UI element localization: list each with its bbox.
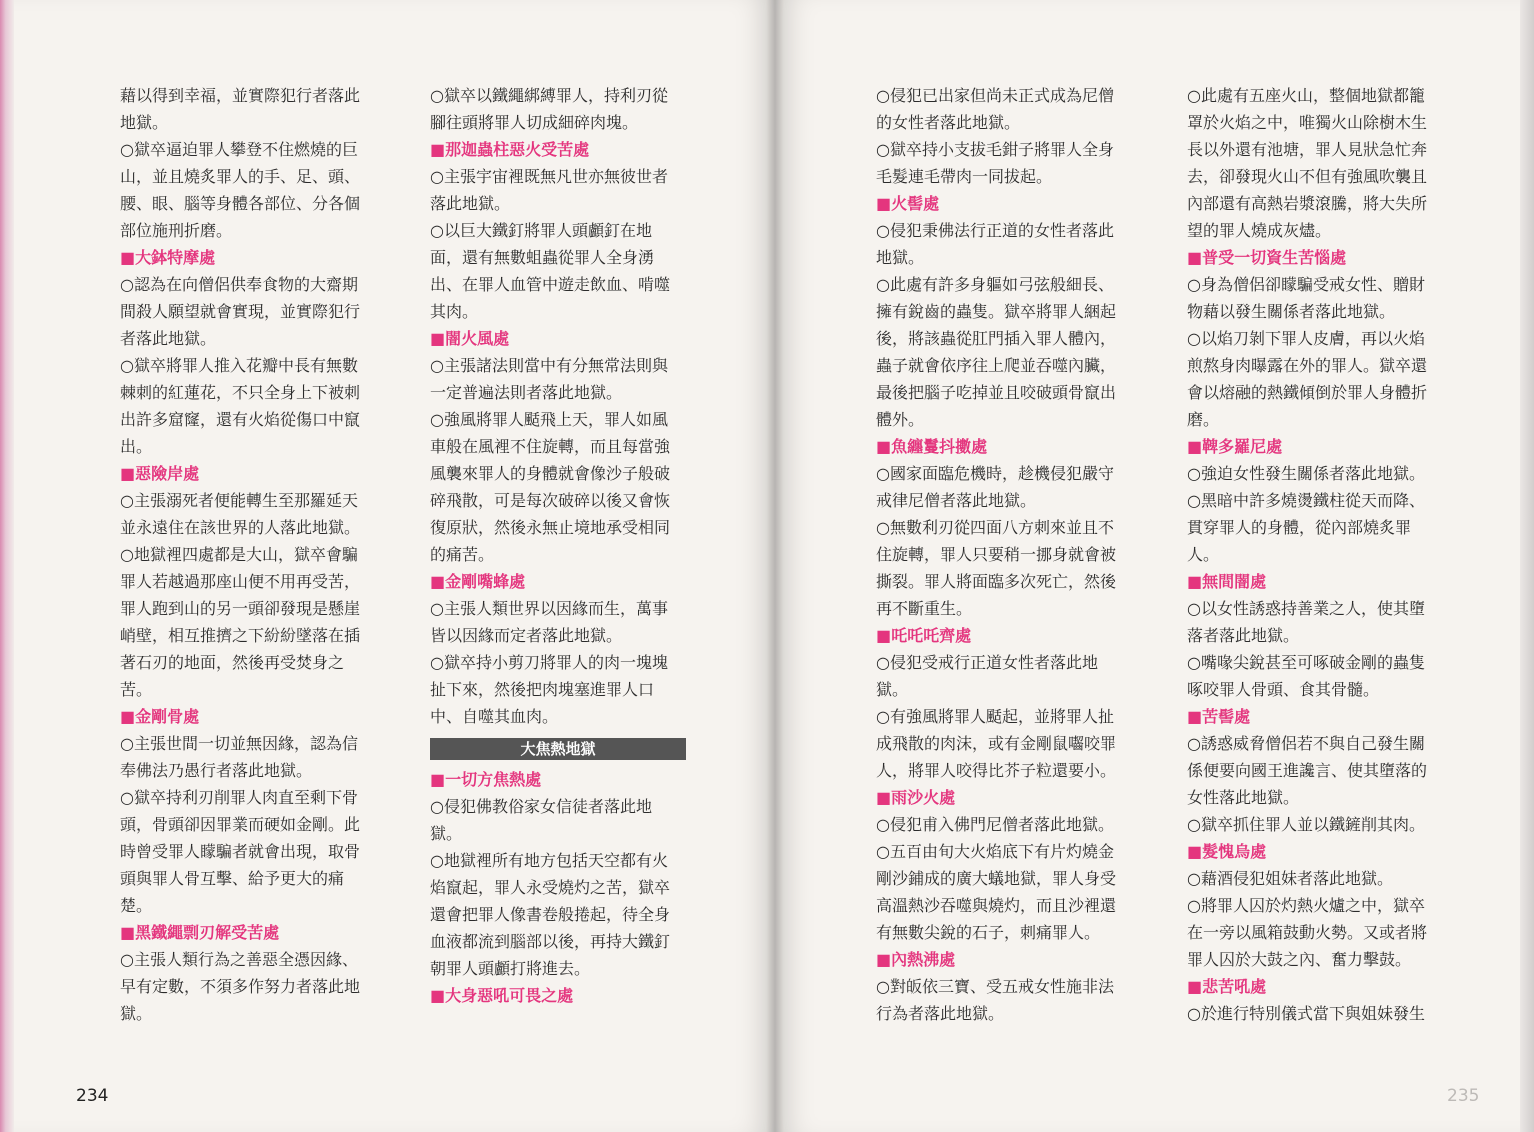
text-line: 獄。 bbox=[120, 1004, 153, 1023]
text-line: 頭，骨頭卻因罪業而硬如金剛。此 bbox=[120, 815, 361, 834]
text-line: 啄咬罪人骨頭、食其骨髓。 bbox=[1187, 680, 1380, 699]
text-line: ○主張世間一切並無因緣，認為信 bbox=[120, 734, 358, 753]
text-line: ○主張宇宙裡既無凡世亦無彼世者 bbox=[430, 167, 668, 186]
text-line: ○有強風將罪人颳起，並將罪人扯 bbox=[876, 707, 1114, 726]
text-line: 腳往頭將罪人切成細碎肉塊。 bbox=[430, 113, 639, 132]
text-line: ○國家面臨危機時，趁機侵犯嚴守 bbox=[876, 464, 1114, 483]
book-edge-left bbox=[0, 0, 14, 1132]
text-line: ○對皈依三寶、受五戒女性施非法 bbox=[876, 977, 1114, 996]
text-line: 人。 bbox=[1187, 545, 1220, 564]
text-line: ○侵犯佛教俗家女信徒者落此地 bbox=[430, 797, 652, 816]
left-page-column-2-top bbox=[430, 82, 686, 730]
text-line: ○獄卒以鐵繩綁縛罪人，持利刃從 bbox=[430, 86, 668, 105]
section-heading: ■鞞多羅尼處 bbox=[1187, 437, 1283, 456]
text-line: ○此處有許多身軀如弓弦般細長、 bbox=[876, 275, 1114, 294]
text-line: ○主張諸法則當中有分無常法則與 bbox=[430, 356, 668, 375]
section-heading: ■那迦蟲柱惡火受苦處 bbox=[430, 140, 590, 159]
text-line: 者落此地獄。 bbox=[120, 329, 217, 348]
text-line: 獄。 bbox=[876, 680, 909, 699]
text-line: ○主張人類世界以因緣而生，萬事 bbox=[430, 599, 668, 618]
section-heading: ■惡險岸處 bbox=[120, 464, 200, 483]
text-line: 一定普遍法則者落此地獄。 bbox=[430, 383, 623, 402]
text-line: 復原狀，然後永無止境地承受相同 bbox=[430, 518, 671, 537]
text-line: 風襲來罪人的身體就會像沙子般破 bbox=[430, 464, 671, 483]
text-line: ○強風將罪人颳飛上天，罪人如風 bbox=[430, 410, 668, 429]
text-line: 罩於火焰之中，唯獨火山除樹木生 bbox=[1187, 113, 1428, 132]
text-line: 時曾受罪人矇騙者就會出現，取骨 bbox=[120, 842, 361, 861]
section-heading: ■黑鐵繩剽刃解受苦處 bbox=[120, 923, 280, 942]
text-line: ○地獄裡四處都是大山，獄卒會騙 bbox=[120, 545, 358, 564]
text-line: 著石刃的地面，然後再受焚身之 bbox=[120, 653, 345, 672]
text-line: ○誘惑威脅僧侶若不與自己發生關 bbox=[1187, 734, 1425, 753]
text-line: ○藉酒侵犯姐妹者落此地獄。 bbox=[1187, 869, 1393, 888]
text-line: 面，還有無數蛆蟲從罪人全身湧 bbox=[430, 248, 655, 267]
section-heading: ■無間闇處 bbox=[1187, 572, 1267, 591]
text-line: ○獄卒持小支拔毛鉗子將罪人全身 bbox=[876, 140, 1114, 159]
text-line: 皆以因緣而定者落此地獄。 bbox=[430, 626, 623, 645]
text-line: 住旋轉，罪人只要稍一挪身就會被 bbox=[876, 545, 1117, 564]
text-line: 撕裂。罪人將面臨多次死亡，然後 bbox=[876, 572, 1117, 591]
left-page-column-2-bottom bbox=[430, 766, 686, 1009]
text-line: ○身為僧侶卻矇騙受戒女性、贈財 bbox=[1187, 275, 1425, 294]
text-line: ○侵犯受戒行正道女性者落此地 bbox=[876, 653, 1098, 672]
text-line: 早有定數，不須多作努力者落此地 bbox=[120, 977, 361, 996]
text-line: ○獄卒抓住罪人並以鐵鏟削其肉。 bbox=[1187, 815, 1425, 834]
section-heading: ■闇火風處 bbox=[430, 329, 510, 348]
section-heading: ■內熱沸處 bbox=[876, 950, 956, 969]
text-line: 人，將罪人咬得比芥子粒還要小。 bbox=[876, 761, 1117, 780]
text-line: ○黑暗中許多燒燙鐵柱從天而降、 bbox=[1187, 491, 1425, 510]
text-line: 出許多窟窿，還有火焰從傷口中竄 bbox=[120, 410, 361, 429]
text-line: ○嘴喙尖銳甚至可啄破金剛的蟲隻 bbox=[1187, 653, 1425, 672]
text-line: ○無數利刃從四面八方刺來並且不 bbox=[876, 518, 1114, 537]
text-line: 的女性者落此地獄。 bbox=[876, 113, 1021, 132]
text-line: 地獄。 bbox=[120, 113, 169, 132]
text-line: 腰、眼、腦等身體各部位、分各個 bbox=[120, 194, 361, 213]
text-line: ○獄卒持利刃削罪人肉直至剩下骨 bbox=[120, 788, 358, 807]
text-line: 係便要向國王進讒言、使其墮落的 bbox=[1187, 761, 1428, 780]
text-line: 朝罪人頭顱打將進去。 bbox=[430, 959, 591, 978]
text-line: ○侵犯已出家但尚未正式成為尼僧 bbox=[876, 86, 1114, 105]
text-line: 藉以得到幸福，並實際犯行者落此 bbox=[120, 86, 361, 105]
text-line: 焰竄起，罪人永受燒灼之苦，獄卒 bbox=[430, 878, 671, 897]
text-line: ○獄卒持小剪刀將罪人的肉一塊塊 bbox=[430, 653, 668, 672]
section-heading: ■一切方焦熱處 bbox=[430, 770, 542, 789]
text-line: 落者落此地獄。 bbox=[1187, 626, 1300, 645]
section-heading: ■大身惡吼可畏之處 bbox=[430, 986, 574, 1005]
text-line: 還會把罪人像書卷般捲起，待全身 bbox=[430, 905, 671, 924]
text-line: 去，卻發現火山不但有強風吹襲且 bbox=[1187, 167, 1428, 186]
left-page-column-1 bbox=[120, 82, 376, 1027]
text-line: 苦。 bbox=[120, 680, 153, 699]
text-line: 望的罪人燒成灰燼。 bbox=[1187, 221, 1332, 240]
text-line: 罪人囚於大鼓之內、奮力擊鼓。 bbox=[1187, 950, 1412, 969]
section-heading: ■雨沙火處 bbox=[876, 788, 956, 807]
text-line: 體外。 bbox=[876, 410, 925, 429]
text-line: 剛沙鋪成的廣大蟻地獄，罪人身受 bbox=[876, 869, 1117, 888]
text-line: 磨。 bbox=[1187, 410, 1220, 429]
text-line: ○將罪人囚於灼熱火爐之中，獄卒 bbox=[1187, 896, 1425, 915]
text-line: 行為者落此地獄。 bbox=[876, 1004, 1005, 1023]
text-line: 血液都流到腦部以後，再持大鐵釘 bbox=[430, 932, 671, 951]
text-line: 獄。 bbox=[430, 824, 463, 843]
text-line: 車般在風裡不住旋轉，而且每當強 bbox=[430, 437, 671, 456]
section-heading: ■火髻處 bbox=[876, 194, 940, 213]
text-line: 的痛苦。 bbox=[430, 545, 495, 564]
text-line: 棘刺的紅蓮花，不只全身上下被刺 bbox=[120, 383, 361, 402]
text-line: 女性落此地獄。 bbox=[1187, 788, 1300, 807]
text-line: 峭壁，相互推擠之下紛紛墜落在插 bbox=[120, 626, 361, 645]
text-line: 內部還有高熱岩漿滾騰，將大失所 bbox=[1187, 194, 1428, 213]
text-line: 後，將該蟲從肛門插入罪人體內， bbox=[876, 329, 1117, 348]
text-line: 山，並且燒炙罪人的手、足、頭、 bbox=[120, 167, 361, 186]
text-line: ○獄卒將罪人推入花瓣中長有無數 bbox=[120, 356, 358, 375]
text-line: 會以熔融的熱鐵傾倒於罪人身體折 bbox=[1187, 383, 1428, 402]
book-edge-right bbox=[1520, 0, 1534, 1132]
text-line: ○地獄裡所有地方包括天空都有火 bbox=[430, 851, 668, 870]
text-line: 出、在罪人血管中遊走飲血、啃噬 bbox=[430, 275, 671, 294]
text-line: 落此地獄。 bbox=[430, 194, 511, 213]
text-line: 成飛散的肉沫，或有金剛鼠囓咬罪 bbox=[876, 734, 1117, 753]
text-line: 扯下來，然後把肉塊塞進罪人口 bbox=[430, 680, 655, 699]
text-line: ○主張溺死者便能轉生至那羅延天 bbox=[120, 491, 358, 510]
section-banner: 大焦熱地獄 bbox=[430, 738, 686, 760]
text-line: ○獄卒逼迫罪人攀登不住燃燒的巨 bbox=[120, 140, 358, 159]
right-page-column-2 bbox=[1187, 82, 1443, 1027]
section-heading: ■苦髻處 bbox=[1187, 707, 1251, 726]
text-line: ○於進行特別儀式當下與姐妹發生 bbox=[1187, 1004, 1425, 1023]
text-line: ○以巨大鐵釘將罪人頭顱釘在地 bbox=[430, 221, 652, 240]
text-line: 高溫熱沙吞噬與燒灼，而且沙裡還 bbox=[876, 896, 1117, 915]
left-page bbox=[14, 0, 775, 1132]
section-heading: ■普受一切資生苦惱處 bbox=[1187, 248, 1347, 267]
text-line: 奉佛法乃愚行者落此地獄。 bbox=[120, 761, 313, 780]
text-line: 出。 bbox=[120, 437, 153, 456]
text-line: 地獄。 bbox=[876, 248, 925, 267]
section-heading: ■大鉢特摩處 bbox=[120, 248, 216, 267]
page-number-right: 235 bbox=[1447, 1086, 1480, 1106]
text-line: 最後把腦子吃掉並且咬破頭骨竄出 bbox=[876, 383, 1117, 402]
right-page-column-1 bbox=[876, 82, 1132, 1027]
text-line: ○強迫女性發生關係者落此地獄。 bbox=[1187, 464, 1425, 483]
text-line: 長以外還有池塘，罪人見狀急忙奔 bbox=[1187, 140, 1428, 159]
text-line: ○五百由旬大火焰底下有片灼燒金 bbox=[876, 842, 1114, 861]
book-gutter bbox=[766, 0, 784, 1132]
text-line: 有無數尖銳的石子，刺痛罪人。 bbox=[876, 923, 1101, 942]
section-heading: ■髮愧烏處 bbox=[1187, 842, 1267, 861]
text-line: 毛髮連毛帶肉一同拔起。 bbox=[876, 167, 1053, 186]
text-line: 罪人跑到山的另一頭卻發現是懸崖 bbox=[120, 599, 361, 618]
text-line: 物藉以發生關係者落此地獄。 bbox=[1187, 302, 1396, 321]
text-line: 中、自噬其血肉。 bbox=[430, 707, 559, 726]
text-line: ○以女性誘惑持善業之人，使其墮 bbox=[1187, 599, 1425, 618]
text-line: 碎飛散，可是每次破碎以後又會恢 bbox=[430, 491, 671, 510]
right-page bbox=[775, 0, 1520, 1132]
text-line: 再不斷重生。 bbox=[876, 599, 973, 618]
text-line: ○侵犯甫入佛門尼僧者落此地獄。 bbox=[876, 815, 1114, 834]
text-line: 擁有銳齒的蟲隻。獄卒將罪人綑起 bbox=[876, 302, 1117, 321]
section-heading: ■吒吒吒齊處 bbox=[876, 626, 972, 645]
text-line: 頭與罪人骨互擊、給予更大的痛 bbox=[120, 869, 345, 888]
text-line: 其肉。 bbox=[430, 302, 479, 321]
text-line: 蟲子就會依序往上爬並吞噬內臟， bbox=[876, 356, 1117, 375]
text-line: 並永遠住在該世界的人落此地獄。 bbox=[120, 518, 361, 537]
text-line: ○此處有五座火山，整個地獄都籠 bbox=[1187, 86, 1425, 105]
left-page-column-2 bbox=[430, 82, 686, 1009]
page-number-left: 234 bbox=[76, 1086, 109, 1106]
text-line: 煎熬身肉曝露在外的罪人。獄卒還 bbox=[1187, 356, 1428, 375]
text-line: 在一旁以風箱鼓動火勢。又或者將 bbox=[1187, 923, 1428, 942]
text-line: 戒律尼僧者落此地獄。 bbox=[876, 491, 1037, 510]
text-line: ○主張人類行為之善惡全憑因緣、 bbox=[120, 950, 358, 969]
text-line: 間殺人願望就會實現，並實際犯行 bbox=[120, 302, 361, 321]
section-heading: ■悲苦吼處 bbox=[1187, 977, 1267, 996]
text-line: 罪人若越過那座山便不用再受苦， bbox=[120, 572, 361, 591]
text-line: ○認為在向僧侶供奉食物的大齋期 bbox=[120, 275, 358, 294]
section-heading: ■金剛嘴蜂處 bbox=[430, 572, 526, 591]
section-heading: ■金剛骨處 bbox=[120, 707, 200, 726]
text-line: ○侵犯秉佛法行正道的女性者落此 bbox=[876, 221, 1114, 240]
text-line: 部位施刑折磨。 bbox=[120, 221, 233, 240]
text-line: 貫穿罪人的身體，從內部燒炙罪 bbox=[1187, 518, 1412, 537]
section-heading: ■魚纏鬘抖擻處 bbox=[876, 437, 988, 456]
text-line: 楚。 bbox=[120, 896, 153, 915]
text-line: ○以焰刀剝下罪人皮膚，再以火焰 bbox=[1187, 329, 1425, 348]
